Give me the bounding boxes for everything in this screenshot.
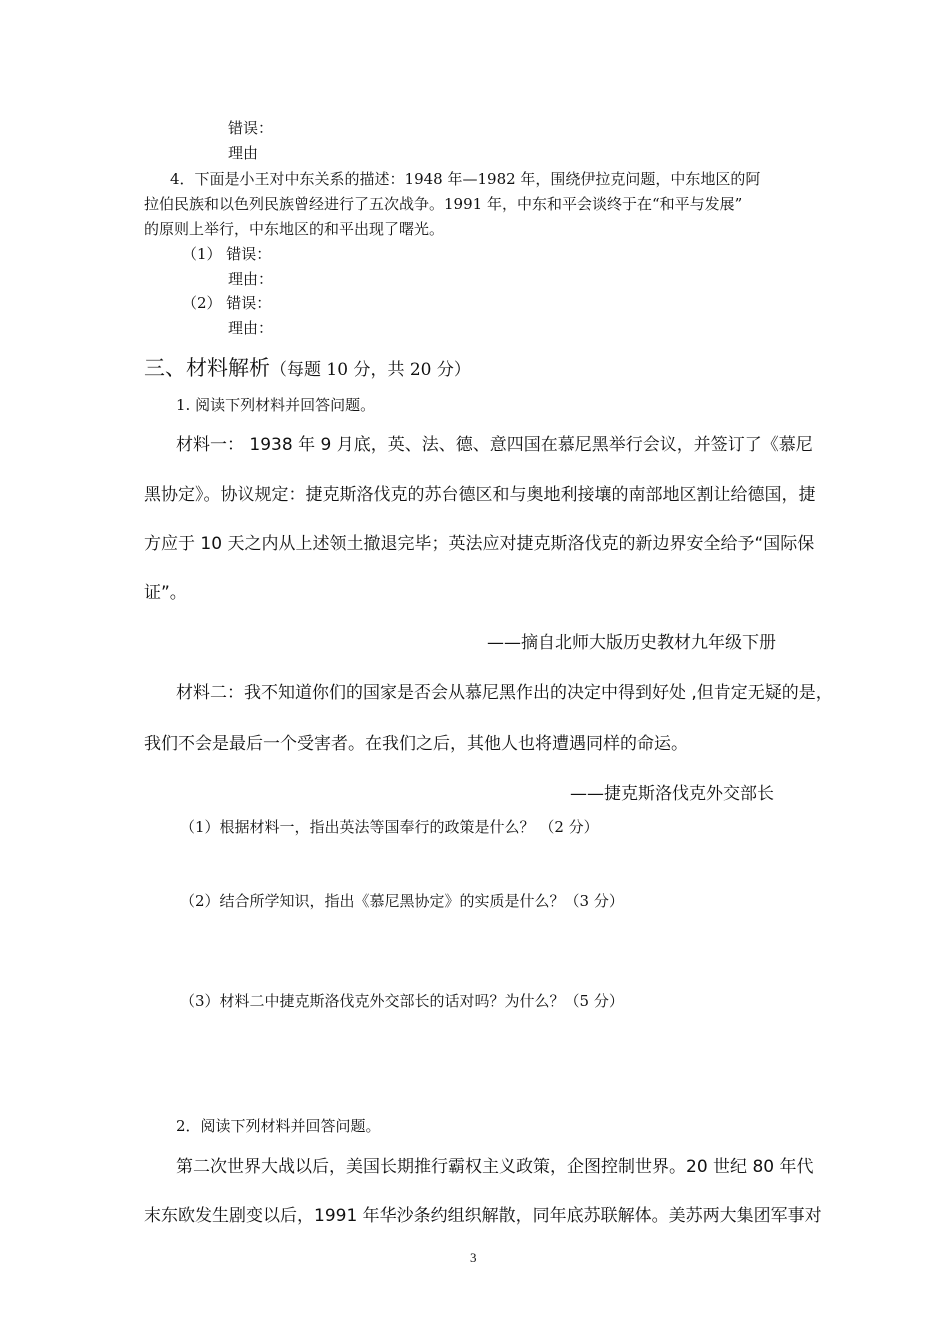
q1-material2-source: ——捷克斯洛伐克外交部长 [570,784,774,804]
q2-paragraph-line-1: 第二次世界大战以后，美国长期推行霸权主义政策，企图控制世界。20 世纪 80 年代 [176,1157,814,1177]
q2-intro: 2．阅读下列材料并回答问题。 [176,1117,381,1135]
section-subtitle: （每题 10 分，共 20 分） [270,360,471,380]
q1-material1-line-2: 黑协定》。协议规定：捷克斯洛伐克的苏台德区和与奥地利接壤的南部地区割让给德国，捷 [144,485,816,505]
q3-reason-label: 理由 [228,144,259,162]
q4-text-line-1: 4．下面是小王对中东关系的描述：1948 年—1982 年，围绕伊拉克问题，中东地区的阿 [170,170,761,188]
q1-intro: 1. 阅读下列材料并回答问题。 [176,396,376,414]
q4-text-line-3: 的原则上举行，中东地区的和平出现了曙光。 [144,220,445,238]
q1-material2-line-2: 我们不会是最后一个受害者。在我们之后，其他人也将遭遇同样的命运。 [144,734,688,754]
q4-text-line-2: 拉伯民族和以色列民族曾经进行了五次战争。1991 年，中东和平会谈终于在“和平与发展” [144,195,743,213]
q1-material1-source: ——摘自北师大版历史教材九年级下册 [487,633,776,653]
section-heading [144,352,471,382]
q1-subquestion-3: （3）材料二中捷克斯洛伐克外交部长的话对吗？为什么？（5 分） [180,992,624,1010]
page-number: 3 [470,1250,477,1265]
q4-2-reason-label: 理由： [228,319,274,337]
q1-subquestion-1: （1）根据材料一，指出英法等国奉行的政策是什么？ （2 分） [180,818,599,836]
q4-2-error-label: （2） 错误： [182,294,272,312]
q1-subquestion-2: （2）结合所学知识，指出《慕尼黑协定》的实质是什么？（3 分） [180,892,624,910]
q1-material1-line-3: 方应于 10 天之内从上述领土撤退完毕；英法应对捷克斯洛伐克的新边界安全给予“国际保 [144,534,815,554]
q1-material2-line-1: 材料二：我不知道你们的国家是否会从慕尼黑作出的决定中得到好处 ,但肯定无疑的是， [176,683,833,703]
q4-1-error-label: （1） 错误： [182,245,272,263]
q4-1-reason-label: 理由： [228,270,274,288]
q3-error-label: 错误： [228,119,274,137]
section-title: 三、材料解析 [144,356,270,380]
q1-material1-line-1: 材料一： 1938 年 9 月底，英、法、德、意四国在慕尼黑举行会议，并签订了《慕尼 [176,435,813,455]
q1-material1-line-4: 证”。 [144,583,187,603]
q2-paragraph-line-2: 末东欧发生剧变以后，1991 年华沙条约组织解散，同年底苏联解体。美苏两大集团军事对 [144,1206,822,1226]
